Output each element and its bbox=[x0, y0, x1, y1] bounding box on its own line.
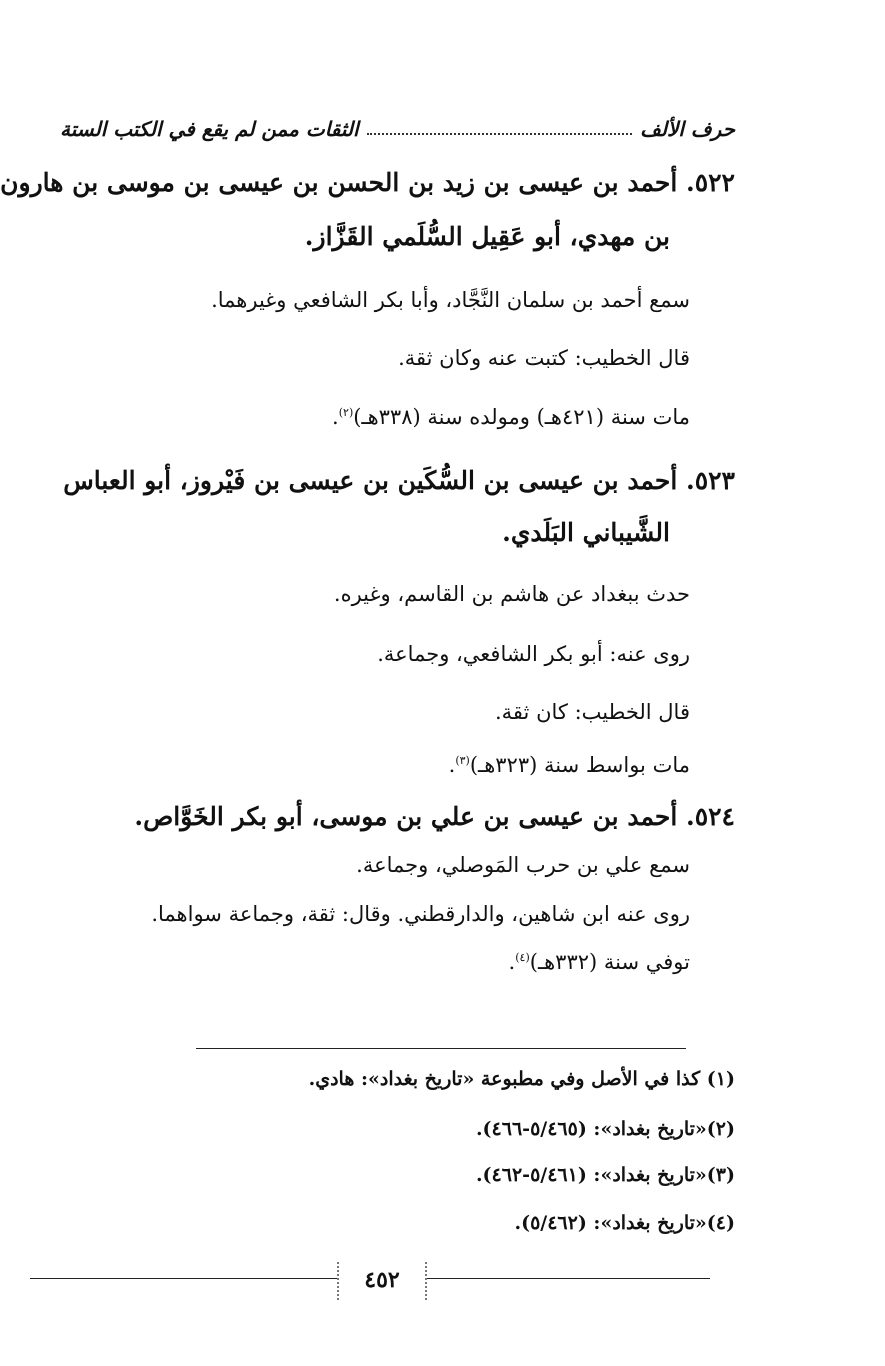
footnote-ref-2[interactable]: (٢) bbox=[338, 406, 354, 419]
entry-523-heading: ٥٢٣. أحمد بن عيسى بن السُّكَين بن عيسى بن فَيْروز، أبو العباس bbox=[63, 466, 735, 495]
entry-522-heading-cont: بن مهدي، أبو عَقِيل السُّلَمي القَزَّاز. bbox=[304, 222, 670, 251]
entry-524-line-1: سمع علي بن حرب المَوصلي، وجماعة. bbox=[356, 853, 690, 877]
entry-524-heading: ٥٢٤. أحمد بن عيسى بن علي بن موسى، أبو بكر الخَوَّاص. bbox=[134, 802, 735, 831]
entry-522-heading: ٥٢٢. أحمد بن عيسى بن زيد بن الحسن بن عيسى بن موسى بن هارون bbox=[0, 168, 735, 197]
header-book-title: الثقات ممن لم يقع في الكتب الستة bbox=[60, 117, 359, 141]
footnote-ref-4[interactable]: (٤) bbox=[515, 951, 530, 964]
page-number: ٤٥٢ bbox=[337, 1262, 427, 1300]
entry-522-line-1: سمع أحمد بن سلمان النَّجَّاد، وأبا بكر الشافعي وغيرهما. bbox=[211, 288, 690, 312]
footnote-3: (٣)«تاريخ بغداد»: (٥/٤٦١-٤٦٢). bbox=[475, 1164, 735, 1186]
entry-523-line-3: قال الخطيب: كان ثقة. bbox=[495, 700, 690, 724]
entry-522-line-2: قال الخطيب: كتبت عنه وكان ثقة. bbox=[398, 346, 690, 370]
entry-524-line-3: توفي سنة (٣٣٢هـ)$^{(٤)}$. bbox=[508, 950, 690, 974]
entry-524-line-2: روى عنه ابن شاهين، والدارقطني. وقال: ثقة، وجماعة سواهما. bbox=[151, 902, 690, 926]
footnote-2: (٢)«تاريخ بغداد»: (٥/٤٦٥-٤٦٦). bbox=[475, 1118, 735, 1140]
footnote-4: (٤)«تاريخ بغداد»: (٥/٤٦٢). bbox=[514, 1212, 735, 1234]
footnote-1: (١) كذا في الأصل وفي مطبوعة «تاريخ بغداد»: هادي. bbox=[308, 1068, 735, 1090]
entry-523-line-4: مات بواسط سنة (٣٢٣هـ)$^{(٣)}$. bbox=[448, 753, 690, 777]
header-dot-leader bbox=[367, 123, 633, 135]
entry-522-line-3: مات سنة (٤٢١هـ) ومولده سنة (٣٣٨هـ)$^{(٢)}$. bbox=[332, 405, 690, 429]
entry-523-line-2: روى عنه: أبو بكر الشافعي، وجماعة. bbox=[377, 642, 690, 666]
footnote-separator bbox=[196, 1048, 686, 1049]
running-header bbox=[60, 112, 735, 146]
header-chapter: حرف الألف bbox=[640, 117, 735, 141]
entry-523-line-1: حدث ببغداد عن هاشم بن القاسم، وغيره. bbox=[333, 582, 690, 606]
footnote-ref-3[interactable]: (٣) bbox=[455, 754, 470, 767]
entry-523-heading-cont: الشَّيباني البَلَدي. bbox=[502, 518, 670, 547]
